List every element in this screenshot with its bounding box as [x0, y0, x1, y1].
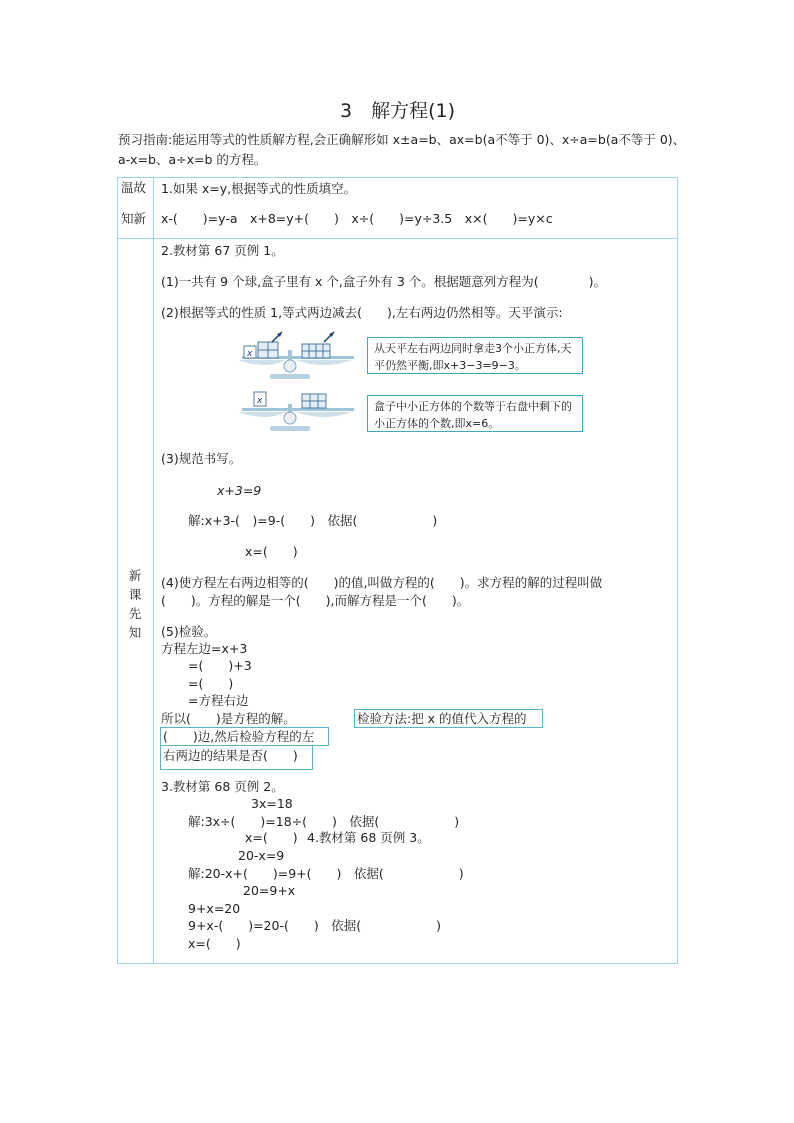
- label-new-lesson: 新课先知: [128, 568, 142, 640]
- callout-cubes-equal: 盒子中小正方体的个数等于右盘中剩下的小正方体的个数,即x=6。: [367, 395, 583, 432]
- question-4-heading: 4.教材第 68 页例 3。: [307, 830, 430, 845]
- question-2-part-5: (5)检验。: [161, 624, 217, 639]
- page-title: 3 解方程(1): [340, 100, 456, 122]
- q3-solution-step: 解:3x÷( )=18÷( ) 依据( ): [188, 814, 460, 829]
- check-method-line-3: 右两边的结果是否( ): [163, 748, 298, 763]
- check-conclusion: 所以( )是方程的解。: [161, 711, 296, 726]
- question-2-part-2: (2)根据等式的性质 1,等式两边减去( ),左右两边仍然相等。天平演示:: [161, 305, 563, 320]
- solution-result: x=( ): [245, 544, 298, 559]
- q4-result: x=( ): [188, 936, 241, 951]
- balance-scale-bottom: [238, 392, 354, 431]
- label-review-1: 温故: [121, 180, 147, 195]
- q4-step-2: 20=9+x: [243, 883, 296, 898]
- q4-solution-step-1: 解:20-x+( )=9+( ) 依据( ): [188, 866, 464, 881]
- preview-guide: 预习指南:能运用等式的性质解方程,会正确解形如 x±a=b、ax=b(a不等于 0)、x÷a=b(a不等于 0)、a-x=b、a÷x=b 的方程。: [118, 132, 686, 167]
- question-2-part-3: (3)规范书写。: [161, 451, 242, 466]
- check-method-line-1: 检验方法:把 x 的值代入方程的: [357, 711, 527, 726]
- question-2-part-4-line2: ( )。方程的解是一个( ),而解方程是一个( )。: [161, 593, 470, 608]
- review-fill-blanks: x-( )=y-a x+8=y+( ) x÷( )=y÷3.5 x×( )=y×c: [161, 211, 553, 226]
- balance-scale-top: [238, 332, 354, 379]
- question-2-part-1: (1)一共有 9 个球,盒子里有 x 个,盒子外有 3 个。根据题意列方程为( )。: [161, 274, 607, 289]
- question-2-heading: 2.教材第 67 页例 1。: [161, 243, 284, 258]
- check-line-2: =( )+3: [188, 658, 252, 673]
- check-method-line-2: ( )边,然后检验方程的左: [163, 729, 315, 744]
- q3-result: x=( ): [245, 830, 298, 845]
- q4-step-3: 9+x=20: [188, 901, 241, 916]
- equation-x-plus-3: x+3=9: [217, 483, 262, 498]
- box-label-x-2: x: [257, 396, 263, 406]
- q4-equation: 20-x=9: [238, 848, 285, 863]
- balance-scale-illustration: [236, 330, 364, 434]
- check-line-4: =方程右边: [188, 693, 249, 708]
- label-review-2: 知新: [121, 211, 147, 226]
- check-line-1: 方程左边=x+3: [161, 641, 248, 656]
- callout-remove-cubes: 从天平左右两边同时拿走3个小正方体,天平仍然平衡,即x+3−3=9−3。: [367, 337, 583, 374]
- question-3-heading: 3.教材第 68 页例 2。: [161, 779, 284, 794]
- question-2-part-4-line1: (4)使方程左右两边相等的( )的值,叫做方程的( )。求方程的解的过程叫做: [161, 575, 603, 590]
- solution-step-1: 解:x+3-( )=9-( ) 依据( ): [188, 513, 438, 528]
- q3-equation: 3x=18: [251, 796, 293, 811]
- review-question-1: 1.如果 x=y,根据等式的性质填空。: [161, 181, 357, 196]
- check-line-3: =( ): [188, 676, 234, 691]
- box-label-x: x: [247, 349, 253, 359]
- q4-step-4: 9+x-( )=20-( ) 依据( ): [188, 918, 441, 933]
